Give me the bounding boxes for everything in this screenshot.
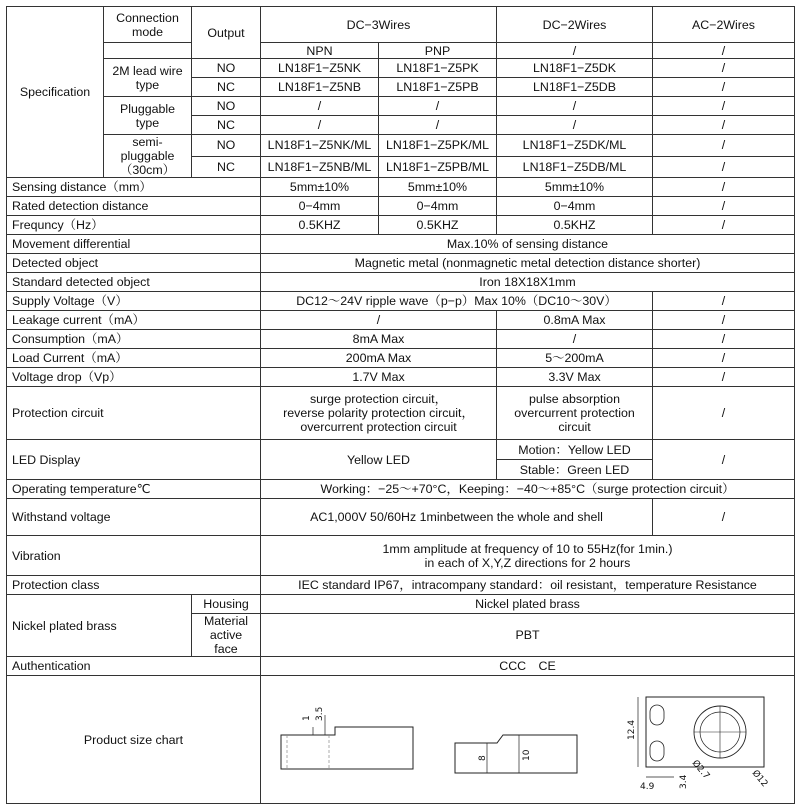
value-cell: 0−4mm: [379, 197, 497, 216]
value-cell: 3.3V Max: [497, 368, 653, 387]
led-display-row: [7, 440, 795, 460]
value-cell: 1.7V Max: [261, 368, 497, 387]
value-cell: /: [653, 216, 795, 235]
value-cell: 8mA Max: [261, 330, 497, 349]
model-row: [7, 97, 795, 116]
value-cell: /: [653, 178, 795, 197]
sensing-distance-row: [7, 178, 795, 197]
model-cell: /: [653, 97, 795, 116]
model-cell: /: [653, 116, 795, 135]
npn-header: NPN: [261, 43, 379, 59]
value-cell: 0−4mm: [261, 197, 379, 216]
model-cell: LN18F1−Z5DB: [497, 78, 653, 97]
front-view-drawing: [447, 695, 587, 785]
value-cell: 5～200mA: [497, 349, 653, 368]
value-cell: Magnetic metal (nonmagnetic metal detection distance shorter): [261, 254, 795, 273]
row-label: Detected object: [7, 254, 261, 273]
value-cell: /: [653, 197, 795, 216]
model-cell: LN18F1−Z5NK: [261, 59, 379, 78]
value-cell: PBT: [261, 614, 795, 657]
operating-temperature-row: [7, 480, 795, 499]
value-cell: surge protection circuit， reverse polarity protection circuit， overcurrent protection circuit: [261, 387, 497, 440]
model-row: [7, 135, 795, 157]
model-cell: LN18F1−Z5PK/ML: [379, 135, 497, 157]
model-cell: /: [653, 78, 795, 97]
model-cell: LN18F1−Z5NB/ML: [261, 156, 379, 178]
value-cell: 5mm±10%: [261, 178, 379, 197]
model-cell: LN18F1−Z5DK/ML: [497, 135, 653, 157]
row-label: Rated detection distance: [7, 197, 261, 216]
dim-10: 10: [522, 749, 533, 761]
top-view-drawing: [612, 685, 782, 795]
model-cell: /: [653, 156, 795, 178]
movement-row: [7, 235, 795, 254]
connection-mode-header: Connection mode: [104, 7, 192, 43]
value-cell: 0−4mm: [497, 197, 653, 216]
output-nc: NC: [192, 116, 261, 135]
value-cell: 0.5KHZ: [379, 216, 497, 235]
model-cell: /: [261, 116, 379, 135]
value-cell: AC1,000V 50/60Hz 1minbetween the whole and shell: [261, 499, 653, 536]
value-cell: 0.8mA Max: [497, 311, 653, 330]
product-size-row: [7, 676, 795, 804]
row-label: LED Display: [7, 440, 261, 480]
model-cell: LN18F1−Z5NB: [261, 78, 379, 97]
value-cell: Working：−25～+70°C，Keeping：−40～+85°C（surge protection circuit）: [261, 480, 795, 499]
mode-lead-wire: 2M lead wire type: [104, 59, 192, 97]
dim-3-5: 3.5: [315, 706, 326, 721]
spec-table: [6, 6, 795, 804]
value-cell: DC12～24V ripple wave（p−p）Max 10%（DC10～30V）: [261, 292, 653, 311]
row-label: Supply Voltage（V）: [7, 292, 261, 311]
value-cell: Motion：Yellow LED: [497, 440, 653, 460]
output-nc: NC: [192, 156, 261, 178]
dim-dia-12: Ø12: [749, 768, 770, 789]
value-cell: 1mm amplitude at frequency of 10 to 55Hz(for 1min.) in each of X,Y,Z directions for 2 hours: [261, 536, 795, 576]
value-cell: pulse absorption overcurrent protection circuit: [497, 387, 653, 440]
model-cell: LN18F1−Z5NK/ML: [261, 135, 379, 157]
dim-8: 8: [478, 754, 489, 761]
output-header: Output: [192, 7, 261, 59]
value-cell: 0.5KHZ: [261, 216, 379, 235]
row-label: Withstand voltage: [7, 499, 261, 536]
model-cell: /: [379, 116, 497, 135]
row-label: Load Current（mA）: [7, 349, 261, 368]
value-cell: /: [653, 349, 795, 368]
dc3-header: DC−3Wires: [261, 7, 497, 43]
value-cell: /: [653, 440, 795, 480]
specification-label: Specification: [7, 7, 104, 178]
model-cell: LN18F1−Z5PB/ML: [379, 156, 497, 178]
protection-circuit-row: [7, 387, 795, 440]
value-cell: 5mm±10%: [379, 178, 497, 197]
row-label: Voltage drop（Vp）: [7, 368, 261, 387]
model-cell: /: [261, 97, 379, 116]
value-cell: IEC standard IP67，intracompany standard：oil resistant，temperature Resistance: [261, 576, 795, 595]
vibration-row: [7, 536, 795, 576]
side-view-drawing: [273, 695, 423, 785]
frequency-row: [7, 216, 795, 235]
model-cell: /: [497, 116, 653, 135]
dim-dia-2-7: Ø2.7: [689, 758, 711, 781]
value-cell: 5mm±10%: [497, 178, 653, 197]
dc2-subheader: /: [497, 43, 653, 59]
subheader-row: [7, 43, 795, 59]
protection-class-row: [7, 576, 795, 595]
row-label: Authentication: [7, 657, 261, 676]
value-cell: /: [653, 368, 795, 387]
model-cell: /: [497, 97, 653, 116]
ac2-subheader: /: [653, 43, 795, 59]
housing-label: Housing: [192, 595, 261, 614]
value-cell: /: [497, 330, 653, 349]
value-cell: /: [653, 330, 795, 349]
output-no: NO: [192, 59, 261, 78]
model-cell: LN18F1−Z5PK: [379, 59, 497, 78]
authentication-row: [7, 657, 795, 676]
model-cell: LN18F1−Z5DK: [497, 59, 653, 78]
output-no: NO: [192, 135, 261, 157]
mode-blank: [104, 43, 192, 59]
material-housing-row: [7, 595, 795, 614]
row-label: Movement differential: [7, 235, 261, 254]
output-no: NO: [192, 97, 261, 116]
dim-3-4: 3.4: [678, 774, 689, 789]
model-cell: LN18F1−Z5PB: [379, 78, 497, 97]
value-cell: Max.10% of sensing distance: [261, 235, 795, 254]
row-label: Protection circuit: [7, 387, 261, 440]
value-cell: Iron 18X18X1mm: [261, 273, 795, 292]
output-nc: NC: [192, 78, 261, 97]
consumption-row: [7, 330, 795, 349]
load-current-row: [7, 349, 795, 368]
detected-object-row: [7, 254, 795, 273]
row-label: Operating temperature℃: [7, 480, 261, 499]
model-row: [7, 59, 795, 78]
mode-semi-pluggable: semi-pluggable （30cm）: [104, 135, 192, 178]
supply-voltage-row: [7, 292, 795, 311]
value-cell: CCC CE: [261, 657, 795, 676]
dim-12-4: 12.4: [626, 719, 637, 740]
model-cell: /: [379, 97, 497, 116]
row-label: Frequncy（Hz）: [7, 216, 261, 235]
voltage-drop-row: [7, 368, 795, 387]
dc2-header: DC−2Wires: [497, 7, 653, 43]
value-cell: /: [261, 311, 497, 330]
value-cell: Yellow LED: [261, 440, 497, 480]
rated-distance-row: [7, 197, 795, 216]
mode-pluggable: Pluggable type: [104, 97, 192, 135]
standard-object-row: [7, 273, 795, 292]
value-cell: Stable：Green LED: [497, 460, 653, 480]
value-cell: /: [653, 499, 795, 536]
row-label: Vibration: [7, 536, 261, 576]
row-label: Standard detected object: [7, 273, 261, 292]
row-label: Consumption（mA）: [7, 330, 261, 349]
dimension-drawings: [261, 676, 795, 804]
value-cell: /: [653, 311, 795, 330]
pnp-header: PNP: [379, 43, 497, 59]
value-cell: /: [653, 387, 795, 440]
leakage-row: [7, 311, 795, 330]
ac2-header: AC−2Wires: [653, 7, 795, 43]
value-cell: 200mA Max: [261, 349, 497, 368]
header-row: [7, 7, 795, 43]
dim-1: 1: [302, 714, 313, 721]
value-cell: Nickel plated brass: [261, 595, 795, 614]
value-cell: 0.5KHZ: [497, 216, 653, 235]
row-label: Nickel plated brass: [7, 595, 192, 657]
active-face-label: Material active face: [192, 614, 261, 657]
row-label: Protection class: [7, 576, 261, 595]
row-label: Sensing distance（mm）: [7, 178, 261, 197]
dim-4-9: 4.9: [639, 781, 655, 792]
model-cell: /: [653, 59, 795, 78]
withstand-voltage-row: [7, 499, 795, 536]
value-cell: /: [653, 292, 795, 311]
model-cell: LN18F1−Z5DB/ML: [497, 156, 653, 178]
row-label: Leakage current（mA）: [7, 311, 261, 330]
model-cell: /: [653, 135, 795, 157]
product-size-label: Product size chart: [7, 676, 261, 804]
